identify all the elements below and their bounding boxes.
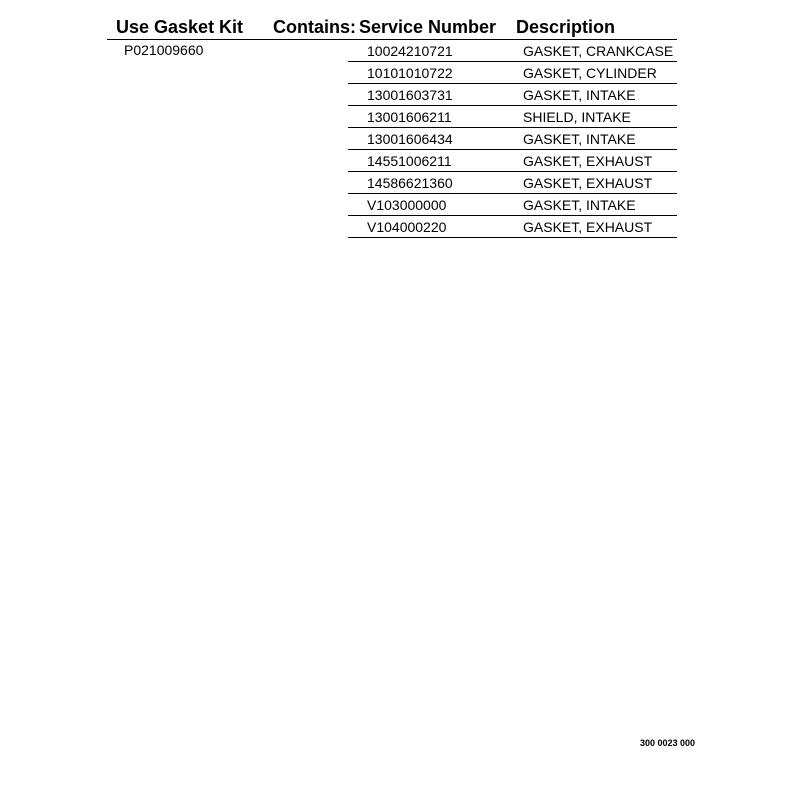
service-number-cell: V104000220 <box>367 219 447 235</box>
description-cell: SHIELD, INTAKE <box>523 109 631 125</box>
table-row <box>348 150 677 172</box>
description-cell: GASKET, INTAKE <box>523 131 636 147</box>
service-number-cell: 13001603731 <box>367 87 453 103</box>
header-contains: Contains: <box>273 17 356 37</box>
service-number-cell: 10101010722 <box>367 65 453 81</box>
header-use-gasket-kit: Use Gasket Kit <box>116 17 244 37</box>
description-cell: GASKET, EXHAUST <box>523 153 653 169</box>
table-row <box>348 62 677 84</box>
document-code: 300 0023 000 <box>640 738 696 748</box>
description-cell: GASKET, EXHAUST <box>523 219 653 235</box>
header-description: Description <box>516 17 616 37</box>
table-row <box>348 106 677 128</box>
service-number-cell: 14551006211 <box>367 153 452 169</box>
table-row <box>348 40 677 62</box>
service-number-cell: 10024210721 <box>367 43 453 59</box>
table-row <box>348 128 677 150</box>
service-number-cell: 13001606434 <box>367 131 453 147</box>
description-cell: GASKET, EXHAUST <box>523 175 653 191</box>
service-number-cell: 13001606211 <box>367 109 452 125</box>
header-service-number: Service Number <box>359 17 497 37</box>
kit-number: P021009660 <box>124 42 204 58</box>
table-row <box>348 194 677 216</box>
description-cell: GASKET, INTAKE <box>523 197 636 213</box>
table-row <box>348 172 677 194</box>
table-row <box>348 216 677 238</box>
service-number-cell: V103000000 <box>367 197 447 213</box>
description-cell: GASKET, CYLINDER <box>523 65 657 81</box>
table-row <box>348 84 677 106</box>
description-cell: GASKET, CRANKCASE <box>523 43 674 59</box>
contents-list <box>348 40 677 238</box>
service-number-cell: 14586621360 <box>367 175 453 191</box>
description-cell: GASKET, INTAKE <box>523 87 636 103</box>
